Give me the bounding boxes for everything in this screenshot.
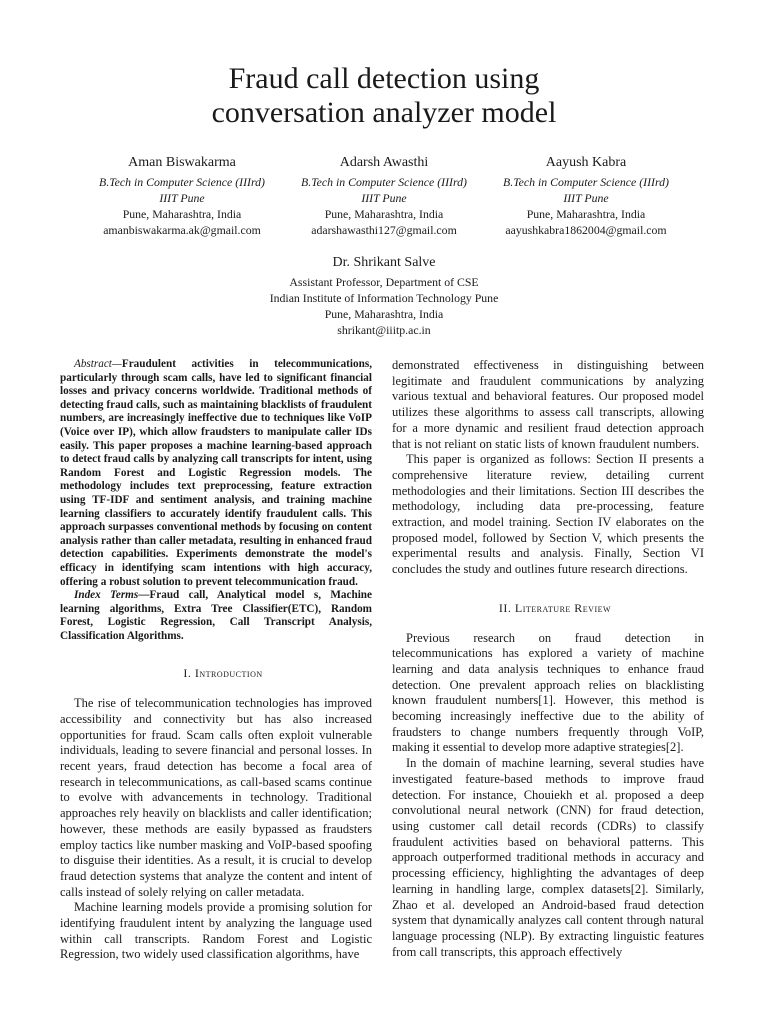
author-block-3 bbox=[456, 154, 716, 238]
author-email: aayushkabra1862004@gmail.com bbox=[505, 223, 667, 237]
advisor-position: Assistant Professor, Department of CSE bbox=[289, 275, 479, 289]
title-line-1: Fraud call detection using bbox=[228, 62, 540, 95]
author-location: Pune, Maharashtra, India bbox=[526, 207, 646, 221]
section-heading-introduction: I. Introduction bbox=[183, 666, 263, 681]
author-location: Pune, Maharashtra, India bbox=[122, 207, 242, 221]
author-program: B.Tech in Computer Science (IIIrd) bbox=[99, 175, 265, 189]
right-column bbox=[392, 358, 704, 960]
title-line-2: conversation analyzer model bbox=[211, 96, 557, 129]
intro-paragraph-2-continued: demonstrated effectiveness in distinguishing between legitimate and fraudulent communications by analyzing various textual and behavioral features. Our proposed model utilizes these algorithms to assess call transcripts, allowing for a more dynamic and resilient fraud detection approach that is not reliant on static lists of known fraudulent numbers. bbox=[392, 358, 704, 451]
index-terms-lead: Index Terms bbox=[74, 589, 139, 602]
advisor-name: Dr. Shrikant Salve bbox=[332, 255, 436, 270]
paper-title bbox=[0, 62, 768, 130]
author-program: B.Tech in Computer Science (IIIrd) bbox=[301, 175, 467, 189]
advisor-email: shrikant@iiitp.ac.in bbox=[337, 323, 431, 337]
author-name: Adarsh Awasthi bbox=[339, 155, 429, 170]
abstract bbox=[60, 358, 372, 589]
intro-paragraph-2: Machine learning models provide a promising solution for identifying fraudulent intent by analyzing the language used within call transcripts. Random Forest and Logistic Regression, two widely used classification algorithms, have bbox=[60, 900, 372, 962]
author-email: adarshawasthi127@gmail.com bbox=[311, 223, 457, 237]
abstract-text: Fraudulent activities in telecommunications, particularly through scam calls, have led to significant financial losses and privacy concerns worldwide. Traditional methods of detecting fraud calls, such as maintaining blacklists of fraudulent numbers, are increasingly ineffective due to techniques like VoIP (Voice over IP), which allow fraudsters to manipulate caller IDs easily. This paper proposes a machine learning-based approach to detect fraud calls by analyzing call transcripts for intent, using Random Forest and Logistic Regression models. The methodology includes text preprocessing, feature extraction using TF-IDF and sentiment analysis, and training machine learning classifiers to accurately identify fraudulent calls. This approach surpasses conventional methods by focusing on content analysis rather than caller metadata, resulting in enhanced fraud detection capabilities. Experiments demonstrate the model's efficacy in identifying scam intentions with high accuracy, offering a robust solution to prevent telecommunication fraud. bbox=[60, 358, 372, 588]
index-terms bbox=[60, 589, 372, 643]
author-institute: IIIT Pune bbox=[159, 191, 205, 205]
index-terms-text: —Fraud call, Analytical model s, Machine learning algorithms, Extra Tree Classifier(ETC), Random Forest, Logistic Regression, Call Transcript Analysis, Classification Algorithms. bbox=[60, 589, 372, 642]
abstract-lead: Abstract— bbox=[74, 358, 122, 370]
advisor-block bbox=[204, 254, 564, 338]
literature-paragraph-1: Previous research on fraud detection in telecommunications has explored a variety of machine learning and data analysis techniques to enhance fraud detection. One prevalent approach relies on blacklisting known fraudulent numbers[1]. However, this method is becoming increasingly ineffective due to the ability of fraudsters to change numbers frequently through VoIP, making it essential to develop more adaptive strategies[2]. bbox=[392, 630, 704, 755]
left-column bbox=[60, 358, 372, 963]
advisor-location: Pune, Maharashtra, India bbox=[324, 307, 444, 321]
advisor-institute: Indian Institute of Information Technology Pune bbox=[269, 291, 499, 305]
literature-paragraph-2: In the domain of machine learning, several studies have investigated feature-based methods to improve fraud detection. For instance, Chouiekh et al. proposed a deep convolutional neural network (CNN) for fraud detection, using customer call detail records (CDRs) to classify fraudulent activities based on behavioral patterns. This approach outperformed traditional methods in accuracy and processing efficiency, highlighting the advantages of deep learning in handling large, complex datasets[2]. Similarly, Zhao et al. developed an Android-based fraud detection system that dynamically analyzes call content through natural language processing (NLP). By extracting linguistic features from call transcripts, this approach effectively bbox=[392, 756, 704, 959]
author-name: Aman Biswakarma bbox=[128, 155, 236, 170]
author-email: amanbiswakarma.ak@gmail.com bbox=[103, 223, 261, 237]
intro-paragraph-3: This paper is organized as follows: Section II presents a comprehensive literature review, detailing current methodologies and their limitations. Section III describes the methodology, including data pre-processing, feature extraction, and model training. Section IV elaborates on the proposed model, followed by Section V, which presents the experimental results and analysis. Finally, Section VI concludes the study and outlines future research directions. bbox=[392, 452, 704, 577]
author-location: Pune, Maharashtra, India bbox=[324, 207, 444, 221]
section-heading-literature-review: II. Literature Review bbox=[498, 600, 612, 615]
author-institute: IIIT Pune bbox=[361, 191, 407, 205]
author-institute: IIIT Pune bbox=[563, 191, 609, 205]
author-program: B.Tech in Computer Science (IIIrd) bbox=[503, 175, 669, 189]
author-name: Aayush Kabra bbox=[545, 155, 627, 170]
intro-paragraph-1: The rise of telecommunication technologies has improved accessibility and connectivity but has also increased opportunities for fraud. Scam calls often exploit vulnerable individuals, leading to severe financial and personal losses. In recent years, fraud detection has become a focal area of research in telecommunications, as call-based scams continue to evolve with advancements in technology. Traditional approaches rely heavily on blacklists and caller identification; however, these methods are easily bypassed as fraudsters employ tactics like number masking and VoIP-based spoofing to disguise their identities. As a result, it is crucial to develop fraud detection systems that analyze the content and intent of calls instead of solely relying on caller metadata. bbox=[60, 696, 372, 899]
